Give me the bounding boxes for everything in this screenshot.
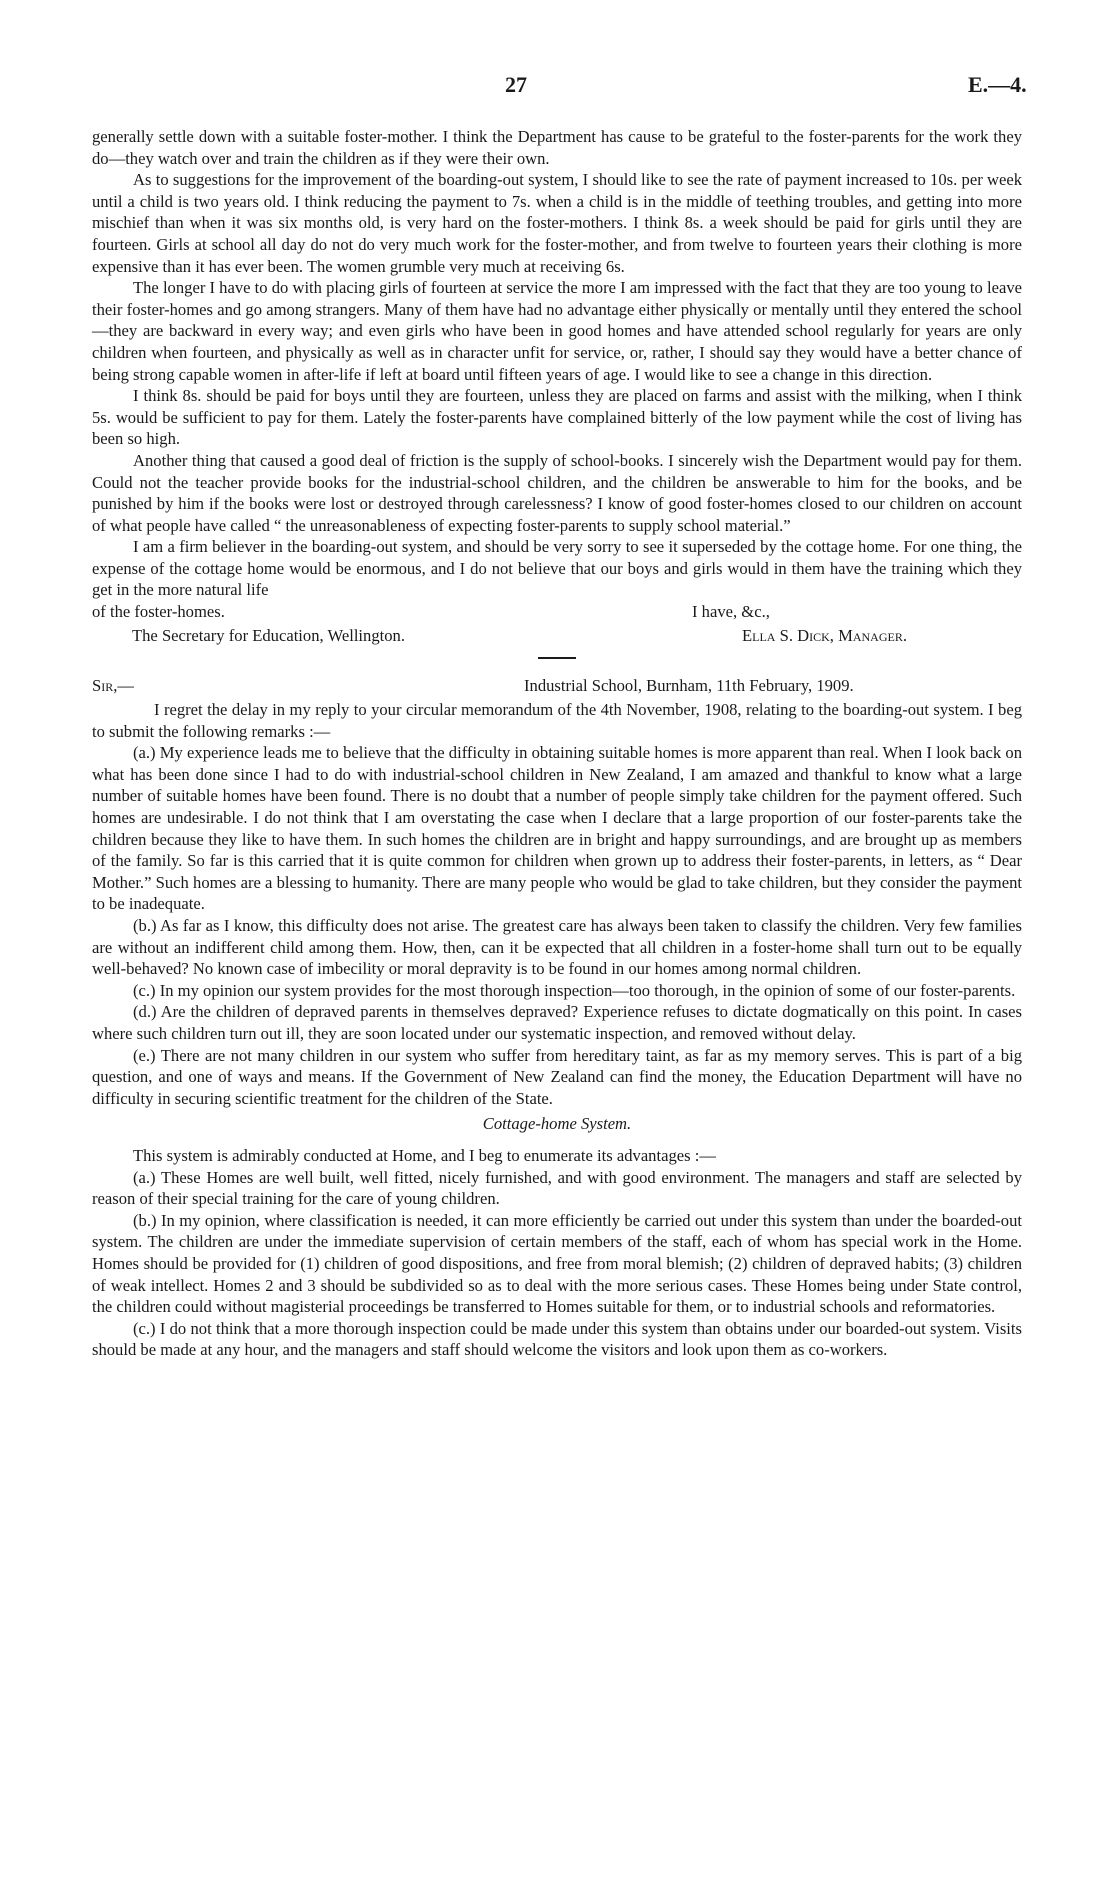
paragraph: (c.) In my opinion our system provides for the most thorough inspection—too thorough, in the opinion of some of our foster-parents. bbox=[133, 980, 1016, 1000]
page-number: 27 bbox=[505, 72, 527, 97]
sender-address: Industrial School, Burnham, 11th February, 1909. bbox=[524, 676, 854, 696]
paragraph: This system is admirably conducted at Home, and I beg to enumerate its advantages :— bbox=[133, 1145, 716, 1165]
recipient: The Secretary for Education, Wellington. bbox=[132, 626, 405, 646]
paragraph: (e.) There are not many children in our system who suffer from hereditary taint, as far as my memory serves. This is part of a big question, and one of ways and means. If the Government of New Zealand can find the money, the Education Department will have no difficulty in securing scientific treatment for the children of the State. bbox=[92, 1045, 1022, 1108]
paragraph: As to suggestions for the improvement of the boarding-out system, I should like to see the rate of payment increased to 10s. per week until a child is two years old. I think reducing the payment to 7s. when a child is in the middle of teething troubles, and getting into more mischief than when it was six months old, is very hard on the foster-mothers. I think 8s. a week should be paid for girls until they are fourteen. Girls at school all day do not do very much work for the foster-mother, and from twelve to fourteen years their clothing is more expensive than it has ever been. The women grumble very much at receiving 6s. bbox=[92, 170, 1022, 276]
letter-heading bbox=[92, 675, 1022, 699]
paragraph: Another thing that caused a good deal of friction is the supply of school-books. I sincerely wish the Department would pay for them. Could not the teacher provide books for the industrial-school children, and the children be answerable to him for the books, and be punished by him if the books were lost or destroyed through carelessness? I know of good foster-homes closed to our children on account of what people have called “ the unreasonableness of expecting foster-parents to supply school material.” bbox=[92, 450, 1022, 535]
paragraph: (b.) As far as I know, this difficulty does not arise. The greatest care has always been taken to classify the children. Very few families are without an indifferent child among them. How, then, can it be expected that all children in a foster-home shall turn out to be equally well-behaved? No known case of imbecility or moral depravity is to be found in our homes among normal children. bbox=[92, 916, 1022, 979]
page-body bbox=[92, 126, 1022, 1361]
paragraph: generally settle down with a suitable foster-mother. I think the Department has cause to be grateful to the foster-parents for the work they do—they watch over and train the children as if they were their own. bbox=[92, 127, 1022, 168]
separator-rule bbox=[538, 657, 576, 659]
section-title: Cottage-home System. bbox=[482, 1114, 632, 1134]
paragraph: (b.) In my opinion, where classification is needed, it can more efficiently be carried out under this system than under the boarded-out system. The children are under the immediate supervision of certain members of the staff, each of whom has special work in the Home. Homes should be provided for (1) children of good dispositions, and free from moral blemish; (2) children of depraved habits; (3) children of weak intellect. Homes 2 and 3 should be subdivided so as to deal with the more serious cases. These Homes being under State control, the children could without magisterial proceedings be transferred to Homes suitable for them, or to industrial schools and reformatories. bbox=[92, 1210, 1022, 1317]
paragraph: I regret the delay in my reply to your circular memorandum of the 4th November, 1908, relating to the boarding-out system. I beg to submit the following remarks :— bbox=[92, 700, 1022, 741]
paragraph-end: of the foster-homes. bbox=[92, 602, 225, 622]
signature: Ella S. Dick, Manager. bbox=[742, 626, 907, 646]
paragraph: (a.) My experience leads me to believe that the difficulty in obtaining suitable homes is more apparent than real. When I look back on what has been done since I had to do with industrial-school children in New Zealand, I am amazed and thankful to know what a large number of suitable homes have been found. There is no doubt that a number of people simply take children for the payment offered. Such homes are undesirable. I do not think that I am overstating the case when I declare that a large proportion of our foster-parents take the children because they like to have them. In such homes the children are in bright and happy surroundings, and are brought up as members of the family. So far is this carried that it is quite common for children when grown up to address their foster-parents, in letters, as “ Dear Mother.” Such homes are a blessing to humanity. There are many people who would be glad to take children, but they consider the payment to be inadequate. bbox=[92, 743, 1022, 914]
closing-line bbox=[92, 601, 1022, 623]
document-code: E.—4. bbox=[968, 72, 1027, 97]
closing: I have, &c., bbox=[692, 602, 770, 622]
paragraph: (d.) Are the children of depraved parents in themselves depraved? Experience refuses to dictate dogmatically on this point. In cases where such children turn out ill, they are soon located under our systematic inspection, and removed without delay. bbox=[92, 1002, 1022, 1043]
paragraph: The longer I have to do with placing girls of fourteen at service the more I am impressed with the fact that they are too young to leave their foster-homes and go among strangers. Many of them have had no advantage either physically or mentally until they entered the school—they are backward in every way; and even girls who have been in good homes and have attended school regularly for years are only children when fourteen, and physically as well as in character unfit for service, or, rather, I should say they would have a better chance of being strong capable women in after-life if left at board until fifteen years of age. I would like to see a change in this direction. bbox=[92, 278, 1022, 384]
paragraph: (a.) These Homes are well built, well fitted, nicely furnished, and with good environment. The managers and staff are selected by reason of their special training for the care of young children. bbox=[92, 1167, 1022, 1209]
signature-line bbox=[92, 623, 1022, 651]
salutation: Sir,— bbox=[92, 676, 134, 696]
paragraph: (c.) I do not think that a more thorough inspection could be made under this system than obtains under our boarded-out system. Visits should be made at any hour, and the managers and staff should welcome the visitors and look upon them as co-workers. bbox=[92, 1318, 1022, 1360]
paragraph: I think 8s. should be paid for boys until they are fourteen, unless they are placed on farms and assist with the milking, when I think 5s. would be sufficient to pay for them. Lately the foster-parents have complained bitterly of the low payment while the cost of living has been so high. bbox=[92, 386, 1022, 449]
paragraph: I am a firm believer in the boarding-out system, and should be very sorry to see it superseded by the cottage home. For one thing, the expense of the cottage home would be enormous, and I do not believe that our boys and girls would in them have the training which they get in the more natural life bbox=[92, 537, 1022, 600]
